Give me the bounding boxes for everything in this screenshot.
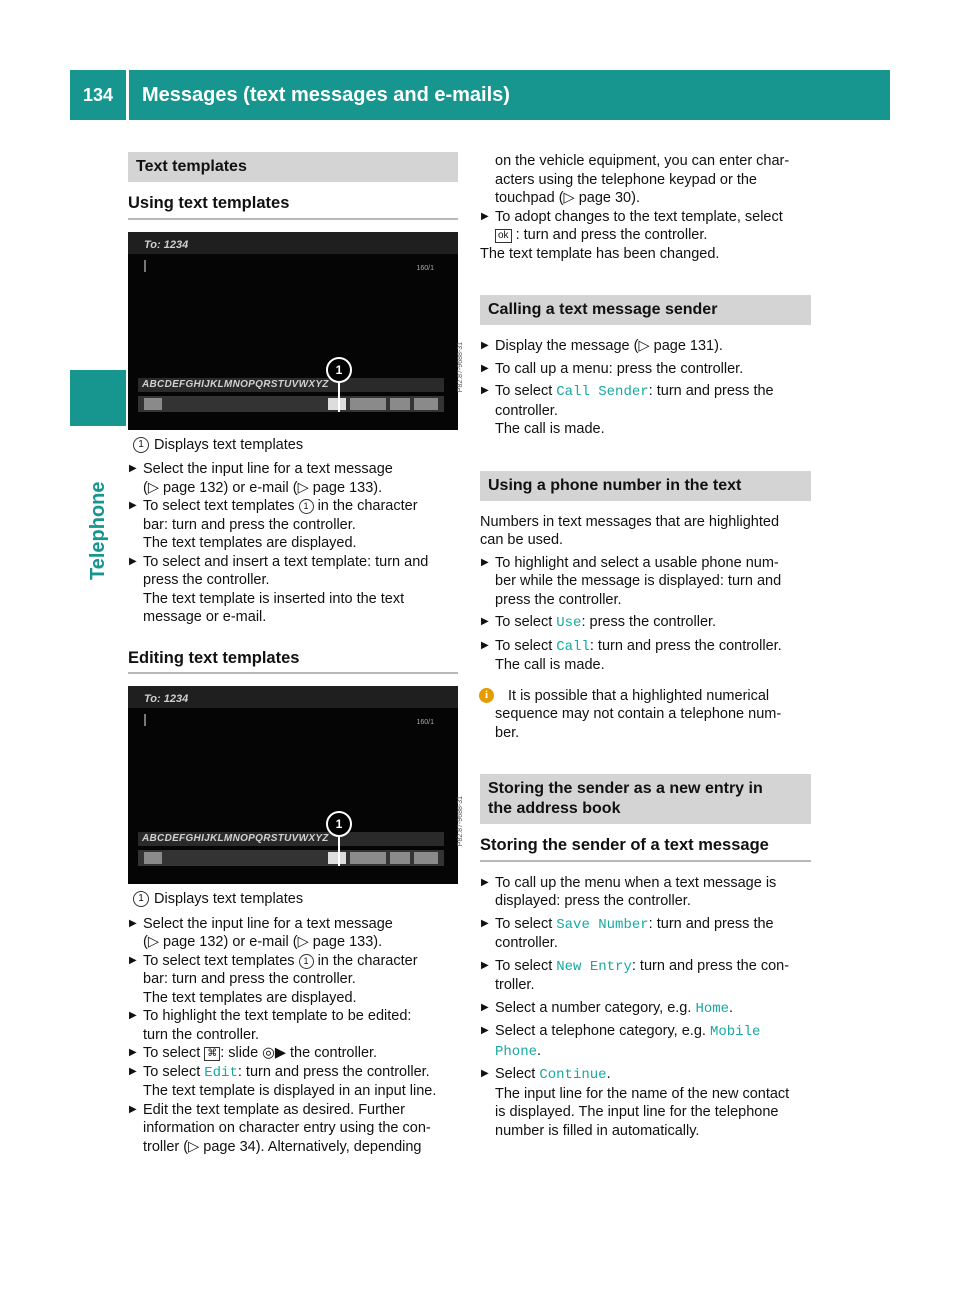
result-text: The text template has been changed. xyxy=(480,245,720,262)
bullet-arrow-icon: ▶ xyxy=(129,463,137,474)
screen-cursor xyxy=(144,714,146,726)
step: ▶ To select Edit: turn and press the controller. The text template is displayed in an input line. xyxy=(129,1063,437,1099)
screen-chip xyxy=(414,398,438,410)
bullet-arrow-icon: ▶ xyxy=(481,556,489,568)
screen-callout-line xyxy=(338,382,340,412)
section-title-calling-sender: Calling a text message sender xyxy=(480,295,811,325)
bullet-arrow-icon: ▶ xyxy=(481,340,489,351)
options-menu-icon: ⌘ xyxy=(204,1047,220,1061)
controller-slide-icon: ◎▶ xyxy=(262,1045,286,1061)
info-icon: i xyxy=(479,688,494,703)
step: ▶ To call up a menu: press the controller. xyxy=(481,360,744,377)
screen-chip-selected xyxy=(328,852,346,864)
screen-letters: ABCDEFGHIJKLMNOPQRSTUVWXYZ xyxy=(142,833,329,844)
step: ▶ To select ⌘ : slide ◎▶ the controller. xyxy=(129,1045,378,1061)
screen-callout-line xyxy=(338,836,340,866)
step: ▶ To select Save Number: turn and press the controller. xyxy=(481,915,774,951)
bullet-arrow-icon: ▶ xyxy=(481,639,489,651)
subheading-editing-templates: Editing text templates xyxy=(128,649,458,675)
page-number: 134 xyxy=(82,84,114,105)
menu-item-use: Use xyxy=(556,615,582,631)
callout-1-icon: 1 xyxy=(299,499,314,514)
screen-callout-1: 1 xyxy=(326,357,352,383)
screen-cursor xyxy=(144,260,146,272)
chapter-tab xyxy=(70,370,126,426)
bullet-arrow-icon: ▶ xyxy=(481,959,489,971)
bullet-arrow-icon: ▶ xyxy=(129,500,137,511)
step: ▶ To highlight the text template to be edited: turn the controller. xyxy=(129,1008,412,1043)
screen-image-code: P82.87-9688-31 xyxy=(457,341,464,392)
menu-item-call-sender: Call Sender xyxy=(556,384,649,400)
bullet-arrow-icon: ▶ xyxy=(129,555,137,567)
bullet-arrow-icon: ▶ xyxy=(481,1001,489,1013)
left-column xyxy=(128,152,464,1156)
section-title-storing-sender: Storing the sender as a new entry in the address book xyxy=(480,774,811,824)
bullet-arrow-icon: ▶ xyxy=(129,1010,137,1021)
page-title: Messages (text messages and e-mails) xyxy=(142,84,510,106)
menu-item-save-number: Save Number xyxy=(556,916,649,933)
bullet-arrow-icon: ▶ xyxy=(129,1103,137,1115)
menu-item-continue: Continue xyxy=(539,1067,607,1083)
bullet-arrow-icon: ▶ xyxy=(481,362,489,374)
step: ▶ To select text templates 1 in the character bar: turn and press the controller. The text templates are displayed. xyxy=(129,952,418,1006)
screen-char-count: 160/1 xyxy=(416,264,434,272)
step: ▶ Select the input line for a text message (▷ page 132) or e-mail (▷ page 133). xyxy=(129,461,393,496)
right-column xyxy=(480,152,811,1140)
section-title-text-templates: Text templates xyxy=(128,152,458,182)
screen-to-line: To: 1234 xyxy=(144,238,189,251)
screen-callout-1: 1 xyxy=(326,811,352,837)
info-note: i It is possible that a highlighted numerical sequence may not contain a telephone num- ber. xyxy=(480,687,811,743)
step: ▶ To call up the menu when a text message is displayed: press the controller. xyxy=(481,874,777,909)
continued-text: on the vehicle equipment, you can enter char- acters using the telephone keypad or the touchpad (▷ page 30). xyxy=(495,153,790,206)
callout-1-icon: 1 xyxy=(299,954,314,969)
menu-item-home: Home xyxy=(695,1000,730,1017)
bullet-arrow-icon: ▶ xyxy=(129,1047,137,1058)
screen-chip xyxy=(390,398,410,410)
step: ▶ To select text templates 1 in the character bar: turn and press the controller. The text templates are displayed. xyxy=(129,498,418,551)
bullet-arrow-icon: ▶ xyxy=(481,917,489,929)
step: ▶ Select Continue. The input line for the name of the new contact is displayed. The input line for the telephone number is filled in automatically. xyxy=(481,1066,790,1139)
screen-letters: ABCDEFGHIJKLMNOPQRSTUVWXYZ xyxy=(142,378,329,390)
step: ▶ To select Call: turn and press the controller. The call is made. xyxy=(481,637,782,673)
step: ▶ Select a telephone category, e.g. Mobile Phone. xyxy=(481,1023,761,1060)
ok-key-icon: ok xyxy=(495,229,512,243)
bullet-arrow-icon: ▶ xyxy=(129,917,137,929)
bullet-arrow-icon: ▶ xyxy=(481,385,489,396)
menu-item-call: Call xyxy=(556,638,590,655)
callout-1-icon: 1 xyxy=(133,437,149,453)
screenshot-editing-templates xyxy=(128,686,464,884)
legend-item: 1 Displays text templates xyxy=(128,436,458,455)
screen-char-count: 160/1 xyxy=(416,719,434,726)
legend-item: 1 Displays text templates xyxy=(128,890,458,909)
bullet-arrow-icon: ▶ xyxy=(481,210,489,222)
bullet-arrow-icon: ▶ xyxy=(481,1025,489,1036)
step: ▶ To select Use: press the controller. xyxy=(481,614,717,631)
menu-item-new-entry: New Entry xyxy=(556,958,632,975)
section-title-phone-number: Using a phone number in the text xyxy=(480,471,811,501)
screen-chip xyxy=(350,852,386,864)
screen-chip-selected xyxy=(328,398,346,410)
screen-chip xyxy=(144,398,162,410)
header-divider xyxy=(126,70,129,120)
step: ▶ Display the message (▷ page 131). xyxy=(481,338,723,354)
bullet-arrow-icon: ▶ xyxy=(481,876,489,888)
screen-chip xyxy=(414,852,438,864)
step: ▶ To highlight and select a usable phone num- ber while the message is displayed: turn and press the controller. xyxy=(481,554,782,608)
menu-item-mobile: Mobile xyxy=(709,1024,761,1040)
screen-to-line: To: 1234 xyxy=(144,693,189,705)
bullet-arrow-icon: ▶ xyxy=(129,1065,137,1077)
screenshot-using-templates xyxy=(128,232,464,430)
step: ▶ To select Call Sender: turn and press the controller. The call is made. xyxy=(481,383,774,437)
bullet-arrow-icon: ▶ xyxy=(481,616,489,627)
step: ▶ To select and insert a text template: turn and press the controller. The text template is inserted into the text message or e-mail. xyxy=(129,553,429,625)
step: ▶ To adopt changes to the text template, select ok : turn and press the controller. xyxy=(481,208,783,243)
menu-item-edit: Edit xyxy=(204,1064,238,1081)
subheading-storing-sender: Storing the sender of a text message xyxy=(480,836,811,862)
step: ▶ Select a number category, e.g. Home. xyxy=(481,999,734,1017)
subheading-using-templates: Using text templates xyxy=(128,194,458,220)
screen-image-code: P82.87-9688-31 xyxy=(457,796,464,847)
screen-chip xyxy=(390,852,410,864)
callout-1-icon: 1 xyxy=(133,891,149,907)
intro-text: Numbers in text messages that are highlighted can be used. xyxy=(480,513,780,548)
step: ▶ To select New Entry: turn and press the con- troller. xyxy=(481,957,790,993)
chapter-label: Telephone xyxy=(87,481,109,580)
screen-chip xyxy=(350,398,386,410)
bullet-arrow-icon: ▶ xyxy=(129,954,137,966)
step: ▶ Edit the text template as desired. Further information on character entry using the con- troller (▷ page 34). Alternatively, depending xyxy=(129,1101,431,1155)
bullet-arrow-icon: ▶ xyxy=(481,1068,489,1079)
menu-item-phone: Phone xyxy=(495,1043,538,1060)
step: ▶ Select the input line for a text message (▷ page 132) or e-mail (▷ page 133). xyxy=(129,915,393,950)
screen-chip xyxy=(144,852,162,864)
